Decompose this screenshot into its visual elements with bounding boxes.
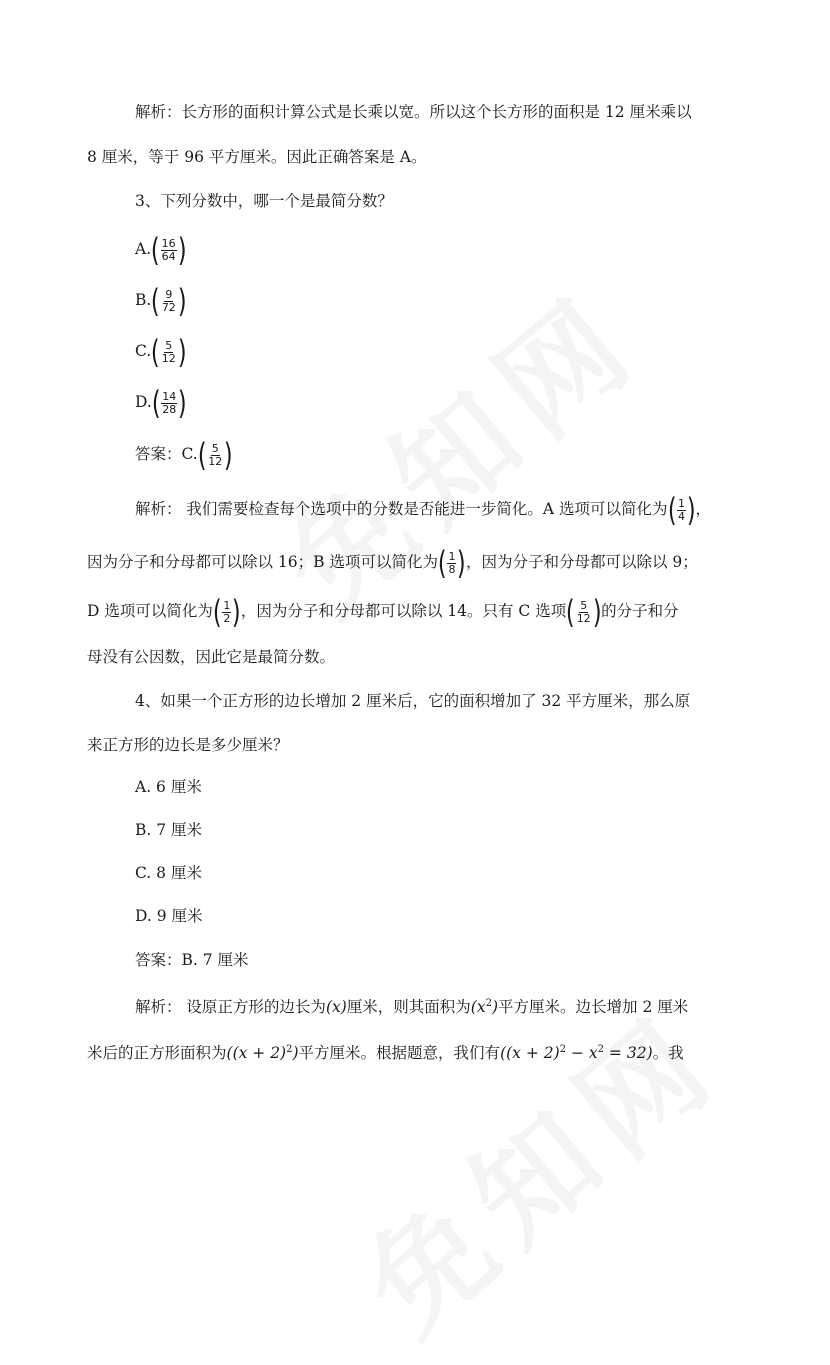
numerator: 1 <box>448 549 456 563</box>
text: 米后的正方形面积为 <box>87 1044 227 1063</box>
option-label: D. <box>135 393 152 411</box>
denominator: 12 <box>208 454 223 468</box>
math-equation <box>500 1044 653 1062</box>
fraction: ( $\frac{5}{12}$ ) <box>566 593 602 631</box>
q3-explanation-line1: 解析： 我们需要检查每个选项中的分数是否能进一步简化。A 选项可以简化为 ( $\frac{1}{4}$ ) ， <box>135 491 712 529</box>
numerator: 14 <box>162 389 177 403</box>
denominator: 12 <box>576 611 591 625</box>
denominator: 28 <box>162 402 177 416</box>
text: 平方厘米。根据题意，我们有 <box>298 1044 501 1063</box>
numerator: 1 <box>678 496 686 510</box>
fraction: ( $\frac{5}{12}$ ) <box>151 333 187 371</box>
numerator: 5 <box>165 338 173 352</box>
math-part: = 32) <box>604 1044 653 1063</box>
q4-option-c: C. 8 厘米 <box>135 864 202 882</box>
text: D 选项可以简化为 <box>87 602 213 620</box>
math-x-squared <box>471 998 498 1016</box>
text: 厘米，则其面积为 <box>346 998 471 1017</box>
denominator: 64 <box>161 249 176 263</box>
q3-option-b <box>135 282 187 320</box>
denominator: 12 <box>161 351 176 365</box>
q3-question: 3、下列分数中，哪一个是最简分数？ <box>135 192 393 210</box>
numerator: 5 <box>580 598 588 612</box>
math-sup: 2 <box>485 998 492 1009</box>
fraction: ( $\frac{16}{64}$ ) <box>150 231 187 269</box>
math-part: ((x + 2) <box>500 1044 560 1063</box>
math-sup: 2 <box>597 1044 604 1055</box>
denominator: 4 <box>678 509 686 523</box>
q3-explanation-line4: 母没有公因数，因此它是最简分数。 <box>87 648 336 666</box>
option-label: A. <box>135 240 152 258</box>
math-part: ) <box>292 1044 299 1063</box>
text: ，因为分子和分母都可以除以 9； <box>465 553 698 571</box>
watermark-top <box>240 247 671 645</box>
math-new-area <box>227 1044 299 1062</box>
q4-option-d: D. 9 厘米 <box>135 907 203 925</box>
math-sup: 2 <box>559 1044 567 1055</box>
q4-question-line1: 4、如果一个正方形的边长增加 2 厘米后，它的面积增加了 32 平方厘米，那么原 <box>135 692 691 710</box>
numerator: 5 <box>211 441 219 455</box>
math-x: (x) <box>325 998 347 1017</box>
text: 解析： 设原正方形的边长为 <box>135 998 326 1017</box>
text: 的分子和分 <box>601 602 679 620</box>
math-part: (x <box>470 998 486 1017</box>
fraction: ( $\frac{14}{28}$ ) <box>151 384 187 422</box>
math-part: ) <box>491 998 499 1017</box>
q4-question-line2: 来正方形的边长是多少厘米？ <box>87 736 289 754</box>
option-label: C. <box>135 342 152 360</box>
fraction: ( $\frac{1}{4}$ ) <box>667 491 696 529</box>
text: 因为分子和分母都可以除以 16；B 选项可以简化为 <box>87 553 438 571</box>
denominator: 2 <box>223 611 231 625</box>
q3-explanation-line3 <box>87 593 679 631</box>
q4-option-b: B. 7 厘米 <box>135 821 203 839</box>
answer-prefix: 答案：C. <box>135 445 198 463</box>
fraction: ( $\frac{1}{2}$ ) <box>212 593 241 631</box>
q2-explanation-line2: 8 厘米，等于 96 平方厘米。因此正确答案是 A。 <box>87 148 427 166</box>
q3-option-d <box>135 384 187 422</box>
text: 解析： 我们需要检查每个选项中的分数是否能进一步简化。A 选项可以简化为 <box>135 500 668 518</box>
math-sup: 2 <box>286 1044 293 1055</box>
q4-option-a: A. 6 厘米 <box>135 778 202 796</box>
text: 平方厘米。边长增加 2 厘米 <box>498 998 689 1017</box>
option-label: B. <box>135 291 152 309</box>
text: ，因为分子和分母都可以除以 14。只有 C 选项 <box>240 602 567 620</box>
numerator: 1 <box>223 598 231 612</box>
fraction: ( $\frac{5}{12}$ ) <box>197 436 233 474</box>
fraction: ( $\frac{9}{72}$ ) <box>151 282 187 320</box>
q3-option-a <box>135 231 187 269</box>
fraction: ( $\frac{1}{8}$ ) <box>437 544 467 582</box>
q4-explanation-line1 <box>135 990 688 1018</box>
watermark-bottom <box>323 967 751 1365</box>
q3-option-c <box>135 333 187 371</box>
math-part: − x <box>566 1044 598 1063</box>
math-part: ((x + 2) <box>226 1044 287 1063</box>
denominator: 72 <box>161 300 176 314</box>
denominator: 8 <box>448 562 456 576</box>
numerator: 16 <box>161 236 176 250</box>
q2-explanation-line1: 解析：长方形的面积计算公式是长乘以宽。所以这个长方形的面积是 12 厘米乘以 <box>135 103 692 121</box>
q3-explanation-line2 <box>87 544 698 582</box>
text: 。我 <box>652 1044 684 1063</box>
q3-answer <box>135 436 233 474</box>
q4-answer: 答案：B. 7 厘米 <box>135 951 249 969</box>
q4-explanation-line2 <box>87 1036 684 1064</box>
numerator: 9 <box>165 287 173 301</box>
